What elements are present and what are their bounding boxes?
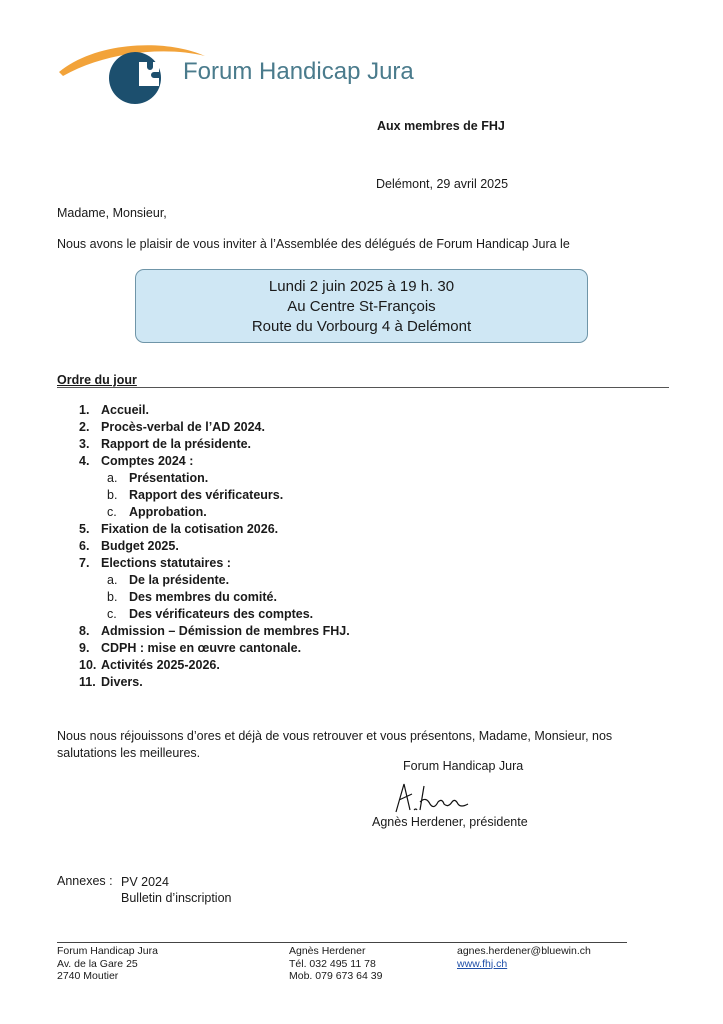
footer-online — [457, 945, 591, 970]
agenda-title: Ordre du jour — [57, 373, 137, 387]
agenda-item: 11. Divers. — [79, 675, 143, 689]
closing-paragraph — [57, 728, 657, 762]
letter-date: Delémont, 29 avril 2025 — [376, 177, 509, 191]
agenda-subitem: b. Des membres du comité. — [107, 590, 277, 604]
signer-name: Agnès Herdener, présidente — [372, 815, 528, 829]
agenda-subitem: b. Rapport des vérificateurs. — [107, 488, 284, 502]
footer-website-link[interactable]: www.fhj.ch — [457, 957, 508, 970]
recipient-line: Aux membres de FHJ — [377, 119, 505, 133]
event-box — [135, 269, 588, 343]
footer-line: Mob. 079 673 64 39 — [289, 970, 383, 982]
intro-paragraph: Nous avons le plaisir de vous inviter à l’Assemblée des délégués de Forum Handicap Jura le — [57, 237, 570, 251]
agenda-item: 3. Rapport de la présidente. — [79, 437, 252, 451]
agenda-item: 1. Accueil. — [79, 403, 149, 417]
annexes-list — [121, 874, 231, 906]
footer-line: Forum Handicap Jura — [57, 945, 158, 957]
event-venue: Au Centre St-François — [287, 298, 436, 315]
agenda-subitem: c. Des vérificateurs des comptes. — [107, 607, 314, 621]
closing-line: Nous nous réjouissons d’ores et déjà de vous retrouver et vous présentons, Madame, Monsieur, nos — [57, 729, 613, 743]
agenda-item: 6. Budget 2025. — [79, 539, 179, 553]
logo-text: Forum Handicap Jura — [183, 58, 414, 85]
agenda-item: 2. Procès-verbal de l’AD 2024. — [79, 420, 265, 434]
footer-email: agnes.herdener@bluewin.ch — [457, 945, 591, 957]
footer-line: Av. de la Gare 25 — [57, 957, 138, 970]
agenda-item: 8. Admission – Démission de membres FHJ. — [79, 624, 350, 638]
agenda-divider — [57, 387, 669, 388]
agenda-item: 7. Elections statutaires : — [79, 556, 231, 570]
agenda-item: 4. Comptes 2024 : — [79, 454, 194, 468]
agenda-item: 10. Activités 2025-2026. — [79, 658, 220, 672]
footer-line: Tél. 032 495 11 78 — [289, 957, 376, 970]
annex-item: PV 2024 — [121, 875, 169, 889]
agenda-list — [79, 402, 350, 691]
annex-item: Bulletin d’inscription — [121, 891, 232, 905]
footer-line: Agnès Herdener — [289, 945, 366, 957]
salutation: Madame, Monsieur, — [57, 206, 167, 220]
agenda-subitem: a. Présentation. — [107, 471, 209, 485]
event-address: Route du Vorbourg 4 à Delémont — [251, 318, 472, 335]
footer-address — [57, 945, 158, 983]
agenda-subitem: c. Approbation. — [107, 505, 207, 519]
signature-org: Forum Handicap Jura — [403, 759, 524, 773]
handwritten-signature — [390, 780, 480, 816]
footer-line: 2740 Moutier — [57, 970, 119, 982]
footer-contact — [289, 945, 382, 983]
agenda-item: 9. CDPH : mise en œuvre cantonale. — [79, 641, 302, 655]
agenda-item: 5. Fixation de la cotisation 2026. — [79, 522, 279, 536]
closing-line: salutations les meilleures. — [57, 746, 201, 760]
annexes-label: Annexes : — [57, 874, 113, 888]
event-when: Lundi 2 juin 2025 à 19 h. 30 — [268, 278, 455, 295]
footer-divider — [57, 942, 627, 943]
agenda-subitem: a. De la présidente. — [107, 573, 230, 587]
